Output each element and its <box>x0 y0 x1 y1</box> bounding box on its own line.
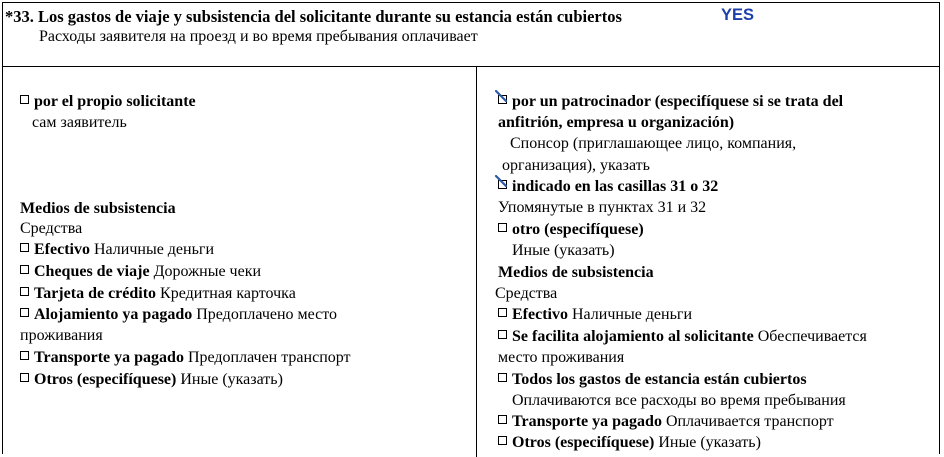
checkbox-other[interactable] <box>20 373 29 382</box>
option-sponsor-ru2: организация), указать <box>502 157 650 174</box>
checkbox-self[interactable] <box>20 95 29 104</box>
right-item-transport[interactable]: Transporte ya pagado Оплачивается транспорт <box>498 412 834 432</box>
checkmark-sponsor-icon <box>494 89 514 105</box>
section-title: *33. Los gastos de viaje y subsistencia del solicitante durante su estancia están cubiertos <box>5 7 622 26</box>
left-item-travel-cheques[interactable]: Cheques de viaje Дорожные чеки <box>20 262 261 282</box>
checkbox-right-other[interactable] <box>498 436 507 445</box>
right-item-all-expenses[interactable]: Todos los gastos de estancia están cubiertos <box>498 370 807 390</box>
option-self-ru: сам заявитель <box>32 114 127 131</box>
option-sponsor-line2: anfitrión, empresa u organización) <box>498 114 735 131</box>
right-item-all-expenses-ru: Оплачиваются все расходы во время пребывания <box>512 392 846 409</box>
left-item-accommodation[interactable]: Alojamiento ya pagado Предоплачено место <box>20 305 337 325</box>
means-ru-right: Средства <box>495 285 558 302</box>
option-sponsor-ru1: Спонсор (приглашающее лицо, компания, <box>510 135 797 152</box>
checkbox-right-cash[interactable] <box>498 308 507 317</box>
left-item-other[interactable]: Otros (especifíquese) Иные (указать) <box>20 370 283 390</box>
checkbox-right-transport[interactable] <box>498 415 507 424</box>
option-other-ru: Иные (указать) <box>512 242 615 259</box>
left-item-cash[interactable]: Efectivo Наличные деньги <box>20 240 214 260</box>
checkbox-transport[interactable] <box>20 351 29 360</box>
column-divider <box>476 67 477 457</box>
checkbox-credit-card[interactable] <box>20 287 29 296</box>
right-item-accommodation-ru2: место проживания <box>498 349 625 366</box>
right-item-other[interactable]: Otros (especifíquese) Иные (указать) <box>498 433 761 453</box>
means-title-right: Medios de subsistencia <box>498 264 654 281</box>
section-subtitle: Расходы заявителя на проезд и во время пребывания оплачивает <box>39 28 478 45</box>
means-ru-left: Средства <box>20 220 83 237</box>
checkbox-travel-cheques[interactable] <box>20 265 29 274</box>
left-item-credit-card[interactable]: Tarjeta de crédito Кредитная карточка <box>20 284 296 304</box>
answer-yes: YES <box>721 6 755 24</box>
option-boxes[interactable]: indicado en las casillas 31 o 32 <box>498 177 718 197</box>
option-self[interactable]: por el propio solicitante <box>20 92 196 112</box>
option-boxes-ru: Упомянутые в пунктах 31 и 32 <box>498 199 707 216</box>
means-title-left: Medios de subsistencia <box>20 200 176 217</box>
right-item-cash[interactable]: Efectivo Наличные деньги <box>498 305 692 325</box>
left-item-accommodation-ru2: проживания <box>20 327 103 344</box>
checkbox-right-accommodation[interactable] <box>498 330 507 339</box>
checkbox-all-expenses[interactable] <box>498 373 507 382</box>
left-item-transport[interactable]: Transporte ya pagado Предоплачен транспорт <box>20 348 351 368</box>
checkmark-boxes-icon <box>494 174 514 190</box>
option-other[interactable]: otro (especifíquese) <box>498 220 644 240</box>
checkbox-cash[interactable] <box>20 243 29 252</box>
checkbox-accommodation[interactable] <box>20 308 29 317</box>
option-sponsor[interactable]: por un patrocinador (especifíquese si se trata del <box>498 92 843 112</box>
right-item-accommodation[interactable]: Se facilita alojamiento al solicitante Обеспечивается <box>498 327 867 347</box>
section-header <box>3 3 939 67</box>
checkbox-other-sponsor[interactable] <box>498 223 507 232</box>
